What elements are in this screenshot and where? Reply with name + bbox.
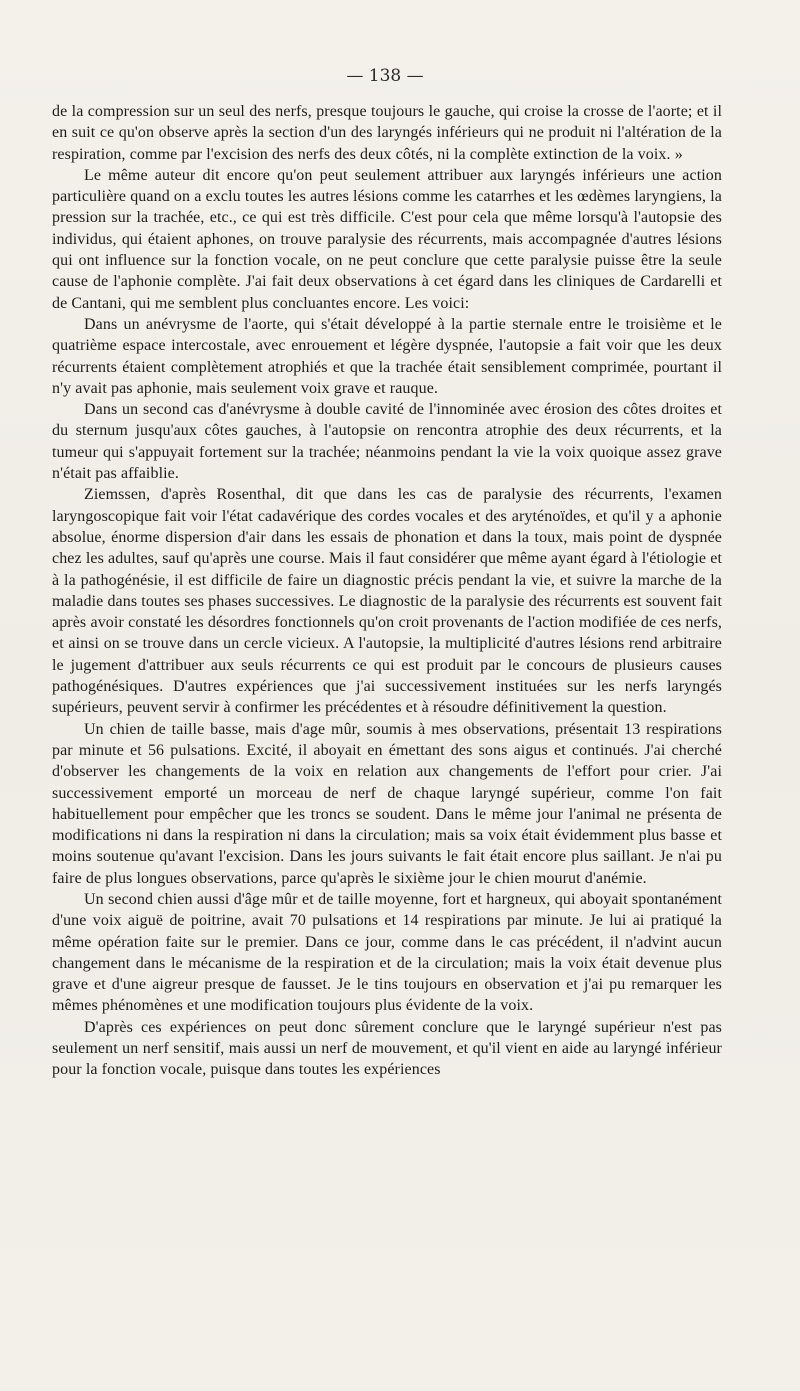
body-text: [52, 101, 722, 1081]
paragraph-6: Un chien de taille basse, mais d'age mûr, soumis à mes observations, présentait 13 respirations par minute et 56 pulsations. Excité, il aboyait en émettant des sons aigus et continués. J'ai cherché d'observer les changements de la voix en relation aux changements de l'effort pour crier. J'ai successivement emporté un morceau de nerf de chaque laryngé supérieur, comme l'on fait habituellement pour empêcher que les troncs se soudent. Dans le même jour l'animal ne présenta de modifications ni dans la respiration ni dans la circulation; mais sa voix était évidemment plus basse et moins soutenue qu'avant l'excision. Dans les jours suivants le fait était encore plus saillant. Je n'ai pu faire de plus longues observations, parce qu'après le sixième jour le chien mourut d'anémie.: [52, 720, 722, 887]
paragraph-2: Le même auteur dit encore qu'on peut seulement attribuer aux laryngés inférieurs une action particulière quand on a exclu toutes les autres lésions comme les catarrhes et les œdèmes laryngiens, la pression sur la trachée, etc., ce qui est très difficile. C'est pour cela que même lorsqu'à l'autopsie des individus, qui étaient aphones, on trouve paralysie des récurrents, mais accompagnée d'autres lésions qui ont influence sur la fonction vocale, on ne peut conclure que cette paralysie puisse être la seule cause de l'aphonie complète. J'ai fait deux observations à cet égard dans les cliniques de Cardarelli et de Cantani, qui me semblent plus concluantes encore. Les voici:: [52, 166, 722, 312]
paragraph-3: Dans un anévrysme de l'aorte, qui s'était développé à la partie sternale entre le troisième et le quatrième espace intercostale, avec enrouement et légère dyspnée, l'autopsie a fait voir que les deux récurrents étaient complètement atrophiés et que la trachée était sensiblement comprimée, pourtant il n'y avait pas aphonie, mais seulement voix grave et rauque.: [52, 315, 722, 397]
paragraph-1: de la compression sur un seul des nerfs, presque toujours le gauche, qui croise la crosse de l'aorte; et il en suit ce qu'on observe après la section d'un des laryngés inférieurs qui ne produit ni l'altération de la respiration, comme par l'excision des nerfs des deux côtés, ni la complète extinction de la voix. »: [52, 103, 722, 163]
paragraph-8: D'après ces expériences on peut donc sûrement conclure que le laryngé supérieur n'est pas seulement un nerf sensitif, mais aussi un nerf de mouvement, et qu'il vient en aide au laryngé inférieur pour la fonction vocale, puisque dans toutes les expériences: [52, 1018, 722, 1079]
paragraph-4: Dans un second cas d'anévrysme à double cavité de l'innominée avec érosion des côtes droites et du sternum jusqu'aux côtes gauches, à l'autopsie on rencontra atrophie des deux récurrents, et la tumeur qui s'appuyait fortement sur la trachée; néanmoins pendant la vie la voix quoique assez grave n'était pas affaiblie.: [52, 401, 722, 483]
page-number: — 138 —: [346, 66, 424, 86]
paragraph-7: Un second chien aussi d'âge mûr et de taille moyenne, fort et hargneux, qui aboyait spontanément d'une voix aiguë de poitrine, avait 70 pulsations et 14 respirations par minute. Je lui ai pratiqué la même opération faite sur le premier. Dans ce jour, comme dans le cas précédent, il n'advint aucun changement dans le mécanisme de la respiration et de la circulation; mais la voix était devenue plus grave et d'une aigreur presque de fausset. Je le tins toujours en observation et j'ai pu remarquer les mêmes phénomènes et une modification toujours plus évidente de la voix.: [52, 890, 722, 1015]
paragraph-5: Ziemssen, d'après Rosenthal, dit que dans les cas de paralysie des récurrents, l'examen laryngoscopique fait voir l'état cadavérique des cordes vocales et des aryténoïdes, et qu'il y a aphonie absolue, énorme dispersion d'air dans les essais de phonation et dans la toux, mais point de dyspnée chez les adultes, sauf qu'après une course. Mais il faut considérer que même ayant égard à l'étiologie et à la pathogénésie, il est difficile de faire un diagnostic précis pendant la vie, et suivre la marche de la maladie dans toutes ses phases successives. Le diagnostic de la paralysie des récurrents est souvent fait après avoir constaté les désordres fonctionnels qu'on croit provenants de l'action modifiée de ces nerfs, et ainsi on se trouve dans un cercle vicieux. A l'autopsie, la multiplicité d'autres lésions rend arbitraire le jugement d'attribuer aux seuls récurrents ce qui est produit par le concours de plusieurs causes pathogénésiques. D'autres expériences que j'ai successivement instituées sur les nerfs laryngés supérieurs, peuvent servir à confirmer les précédentes et à résoudre définitivement la question.: [52, 486, 722, 717]
